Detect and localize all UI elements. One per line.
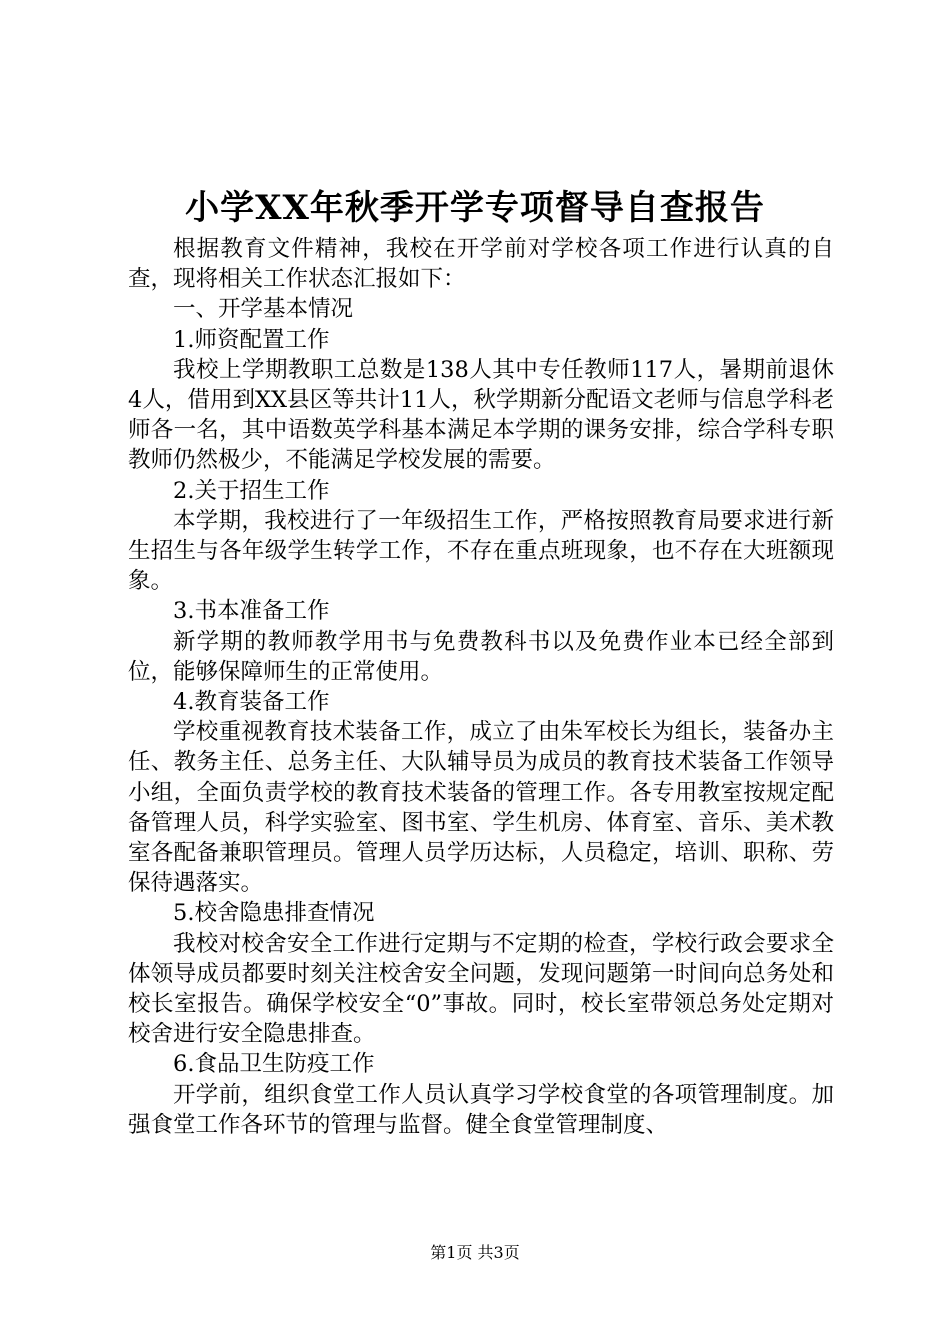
intro-paragraph: 根据教育文件精神，我校在开学前对学校各项工作进行认真的自查，现将相关工作状态汇报如下： <box>128 236 834 293</box>
document-title: 小学XX年秋季开学专项督导自查报告 <box>185 188 765 228</box>
item-paragraph-building-safety: 我校对校舍安全工作进行定期与不定期的检查，学校行政会要求全体领导成员都要时刻关注校舍安全问题，发现问题第一时间向总务处和校长室报告。确保学校安全“0”事故。同时，校长室带领总务处定期对校舍进行安全隐患排查。 <box>128 930 834 1048</box>
item-paragraph-enrollment: 本学期，我校进行了一年级招生工作，严格按照教育局要求进行新生招生与各年级学生转学工作，不存在重点班现象，也不存在大班额现象。 <box>128 507 834 595</box>
item-paragraph-books: 新学期的教师教学用书与免费教科书以及免费作业本已经全部到位，能够保障师生的正常使用。 <box>128 628 834 685</box>
item-heading-equipment: 4.教育装备工作 <box>173 689 330 716</box>
item-heading-teachers: 1.师资配置工作 <box>173 326 330 353</box>
item-heading-books: 3.书本准备工作 <box>173 598 330 625</box>
item-paragraph-equipment: 学校重视教育技术装备工作，成立了由朱军校长为组长，装备办主任、教务主任、总务主任、大队辅导员为成员的教育技术装备工作领导小组，全面负责学校的教育技术装备的管理工作。各专用教室按规定配备管理人员，科学实验室、图书室、学生机房、体育室、音乐、美术教室各配备兼职管理员。管理人员学历达标，人员稳定，培训、职称、劳保待遇落实。 <box>128 719 834 897</box>
document-body <box>128 234 834 1140</box>
item-heading-building-safety: 5.校舍隐患排查情况 <box>173 900 375 927</box>
item-paragraph-teachers: 我校上学期教职工总数是138人其中专任教师117人，暑期前退休4人，借用到XX县区等共计11人，秋学期新分配语文老师与信息学科老师各一名，其中语数英学科基本满足本学期的课务安排，综合学科专职教师仍然极少，不能满足学校发展的需要。 <box>128 356 834 474</box>
section-heading: 一、开学基本情况 <box>173 296 354 323</box>
page-number-footer: 第1页 共3页 <box>430 1243 520 1262</box>
item-heading-enrollment: 2.关于招生工作 <box>173 477 330 504</box>
item-paragraph-food-hygiene: 开学前，组织食堂工作人员认真学习学校食堂的各项管理制度。加强食堂工作各环节的管理与监督。健全食堂管理制度、 <box>128 1081 834 1138</box>
item-heading-food-hygiene: 6.食品卫生防疫工作 <box>173 1051 375 1078</box>
